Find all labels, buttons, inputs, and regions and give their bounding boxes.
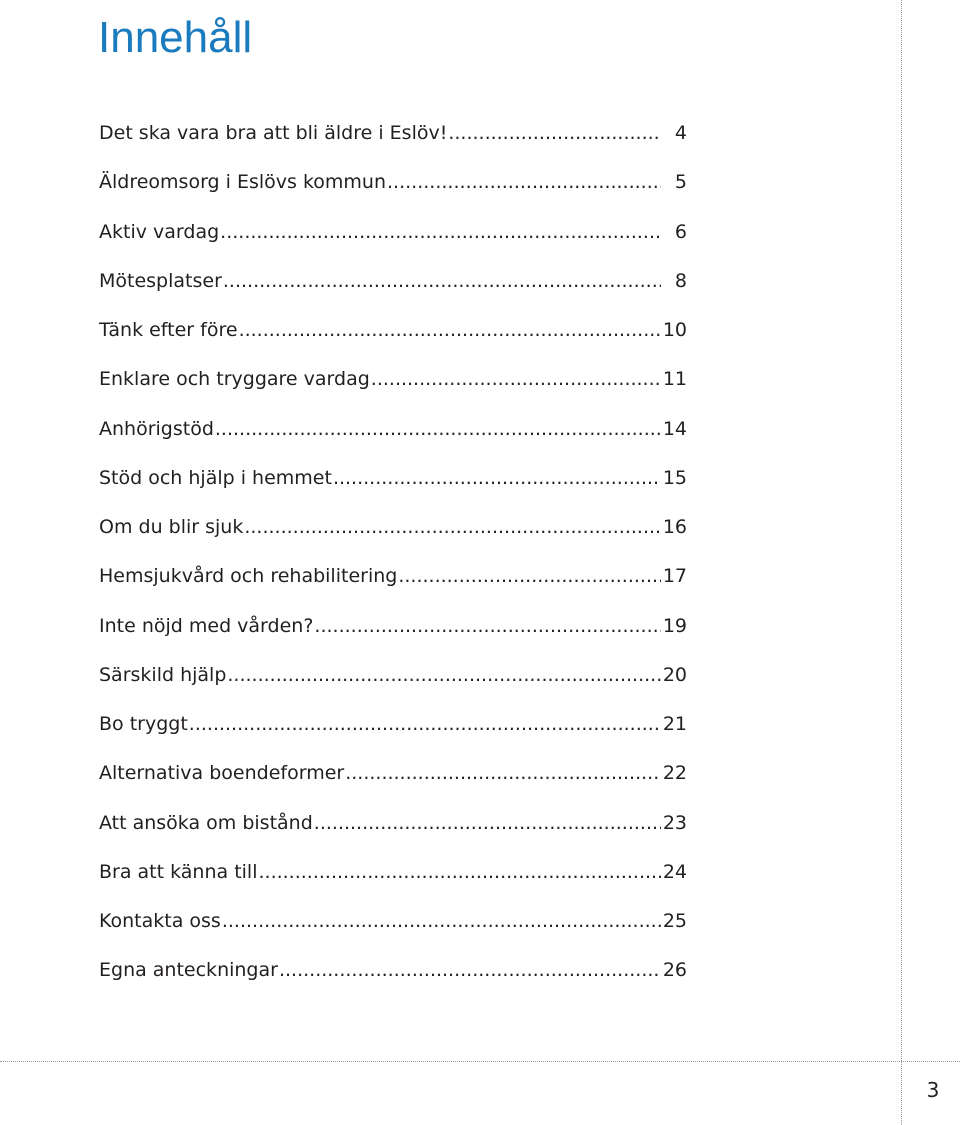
dot-leader	[345, 758, 661, 788]
toc-entry[interactable]	[99, 414, 687, 463]
dot-leader	[279, 955, 661, 985]
toc-entry-page: 11	[662, 368, 687, 391]
toc-entry[interactable]	[99, 364, 687, 413]
dot-leader	[387, 167, 661, 197]
toc-entry-label: Egna anteckningar	[99, 959, 278, 982]
toc-entry[interactable]	[99, 758, 687, 807]
toc-entry-label: Enklare och tryggare vardag	[99, 368, 370, 391]
toc-entry[interactable]	[99, 660, 687, 709]
toc-entry-label: Mötesplatser	[99, 269, 222, 292]
toc-entry-label: Bo tryggt	[99, 713, 188, 735]
toc-entry-label: Särskild hjälp	[99, 663, 227, 686]
toc-entry-label: Om du blir sjuk	[99, 516, 244, 538]
toc-entry-page: 25	[662, 910, 687, 932]
page-number: 3	[926, 1078, 940, 1102]
toc-entry-label: Tänk efter före	[99, 319, 238, 341]
dot-leader	[371, 364, 661, 394]
toc-entry-page: 10	[662, 319, 687, 341]
dot-leader	[222, 906, 661, 936]
toc-entry-page: 20	[662, 663, 687, 686]
toc-entry-page: 6	[674, 220, 687, 243]
dot-leader	[220, 217, 661, 247]
dot-leader	[223, 266, 661, 296]
dot-leader	[215, 414, 661, 444]
dot-leader	[239, 315, 661, 345]
toc-entry-label: Kontakta oss	[99, 910, 221, 932]
toc-entry[interactable]	[99, 266, 687, 315]
dot-leader	[258, 857, 660, 887]
vertical-dotted-divider	[901, 0, 902, 1125]
toc-entry-label: Stöd och hjälp i hemmet	[99, 466, 332, 489]
toc-entry[interactable]	[99, 167, 687, 216]
dot-leader	[314, 611, 660, 641]
toc-entry-page: 5	[674, 171, 687, 194]
toc-entry[interactable]	[99, 857, 687, 906]
toc-entry-label: Det ska vara bra att bli äldre i Eslöv!	[99, 122, 448, 144]
dot-leader	[244, 512, 660, 542]
toc-entry[interactable]	[99, 512, 687, 561]
toc-entry-page: 24	[662, 860, 687, 883]
toc-entry-page: 22	[662, 762, 687, 785]
toc-entry[interactable]	[99, 561, 687, 610]
toc-entry-label: Äldreomsorg i Eslövs kommun	[99, 171, 387, 194]
toc-entry[interactable]	[99, 463, 687, 512]
toc-entry[interactable]	[99, 709, 687, 758]
toc-entry[interactable]	[99, 906, 687, 955]
toc-entry-label: Anhörigstöd	[99, 417, 214, 440]
dot-leader	[189, 709, 661, 739]
page-title: Innehåll	[98, 13, 253, 62]
dot-leader	[398, 561, 660, 591]
toc-entry-page: 4	[674, 122, 687, 144]
toc-entry-label: Hemsjukvård och rehabilitering	[99, 565, 398, 588]
horizontal-dotted-divider	[0, 1061, 960, 1062]
toc-entry[interactable]	[99, 118, 687, 167]
toc-entry[interactable]	[99, 217, 687, 266]
toc-entry[interactable]	[99, 808, 687, 857]
toc-entry-page: 8	[674, 269, 687, 292]
toc-entry-page: 15	[662, 466, 687, 489]
toc-entry[interactable]	[99, 611, 687, 660]
toc-entry-page: 23	[662, 811, 687, 834]
toc-entry-page: 21	[662, 713, 687, 735]
toc-entry-label: Aktiv vardag	[99, 220, 220, 243]
dot-leader	[314, 808, 661, 838]
toc-entry-page: 19	[662, 614, 687, 637]
toc-entry[interactable]	[99, 315, 687, 364]
toc-entry-page: 14	[662, 417, 687, 440]
toc-entry-page: 26	[662, 959, 687, 982]
table-of-contents	[99, 118, 687, 1005]
toc-entry-label: Bra att känna till	[99, 860, 258, 883]
toc-entry-label: Alternativa boendeformer	[99, 762, 345, 785]
toc-entry-page: 17	[662, 565, 687, 588]
toc-entry-label: Inte nöjd med vården?	[99, 614, 314, 637]
toc-entry-label: Att ansöka om bistånd	[99, 811, 313, 834]
dot-leader	[448, 118, 661, 148]
toc-entry-page: 16	[662, 516, 687, 538]
dot-leader	[333, 463, 661, 493]
toc-entry[interactable]	[99, 955, 687, 1004]
dot-leader	[227, 660, 660, 690]
